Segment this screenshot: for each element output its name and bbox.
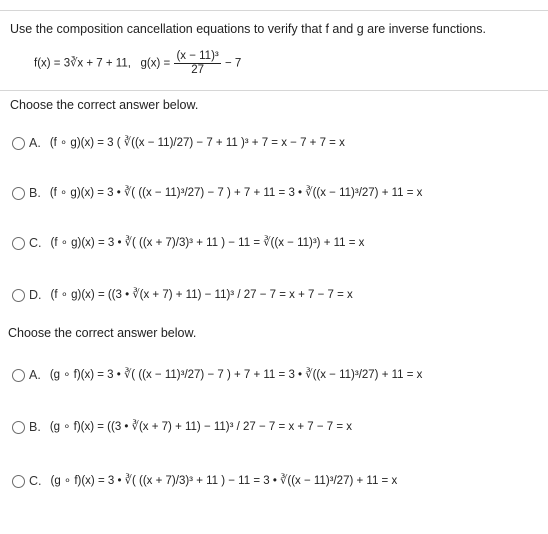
- option-d-letter: D.: [29, 288, 42, 302]
- option-a-letter: A.: [29, 136, 41, 150]
- f-of-g-option-d[interactable]: [12, 288, 353, 302]
- g-fraction: [174, 50, 220, 77]
- option-b-letter: B.: [29, 420, 41, 434]
- g-numerator: (x − 11)³: [176, 50, 219, 62]
- section2-prompt: Choose the correct answer below.: [8, 326, 197, 340]
- option-a-radio[interactable]: [12, 137, 25, 150]
- section-divider: [0, 90, 548, 91]
- option-c-radio[interactable]: [12, 237, 25, 250]
- given-functions: [34, 50, 241, 77]
- option-c-letter: C.: [29, 236, 42, 250]
- option-a-radio[interactable]: [12, 369, 25, 382]
- f-of-g-option-a[interactable]: [12, 136, 345, 150]
- f-definition: f(x) = 3∛x + 7 + 11,: [34, 57, 131, 70]
- option-c-expression: (g ∘ f)(x) = 3 • ∛( ((x + 7)/3)³ + 11 ) − 11 = 3 • ∛((x − 11)³/27) + 11 = x: [50, 475, 398, 487]
- f-of-g-option-c[interactable]: [12, 236, 364, 250]
- top-divider: [0, 10, 548, 11]
- option-a-expression: (g ∘ f)(x) = 3 • ∛( ((x − 11)³/27) − 7 ) + 7 + 11 = 3 • ∛((x − 11)³/27) + 11 = x: [49, 369, 423, 381]
- g-denominator: 27: [191, 64, 204, 76]
- g-of-f-option-b[interactable]: [12, 420, 352, 434]
- option-c-radio[interactable]: [12, 475, 25, 488]
- option-a-letter: A.: [29, 368, 41, 382]
- option-b-expression: (g ∘ f)(x) = ((3 • ∛(x + 7) + 11) − 11)³ / 27 − 7 = x + 7 − 7 = x: [49, 421, 353, 433]
- f-of-g-option-b[interactable]: [12, 186, 422, 200]
- option-b-letter: B.: [29, 186, 41, 200]
- g-of-f-option-a[interactable]: [12, 368, 422, 382]
- option-a-expression: (f ∘ g)(x) = 3 ( ∛((x − 11)/27) − 7 + 11 )³ + 7 = x − 7 + 7 = x: [49, 137, 345, 149]
- option-d-radio[interactable]: [12, 289, 25, 302]
- option-b-radio[interactable]: [12, 187, 25, 200]
- option-b-expression: (f ∘ g)(x) = 3 • ∛( ((x − 11)³/27) − 7 ) + 7 + 11 = 3 • ∛((x − 11)³/27) + 11 = x: [49, 187, 423, 199]
- g-lhs: g(x) =: [140, 57, 171, 70]
- option-d-expression: (f ∘ g)(x) = ((3 • ∛(x + 7) + 11) − 11)³ / 27 − 7 = x + 7 − 7 = x: [50, 289, 353, 301]
- g-tail: − 7: [224, 57, 242, 70]
- option-b-radio[interactable]: [12, 421, 25, 434]
- option-c-letter: C.: [29, 474, 42, 488]
- g-of-f-option-c[interactable]: [12, 474, 397, 488]
- section1-prompt: Choose the correct answer below.: [10, 98, 199, 112]
- option-c-expression: (f ∘ g)(x) = 3 • ∛( ((x + 7)/3)³ + 11 ) − 11 = ∛((x − 11)³) + 11 = x: [50, 237, 365, 249]
- instruction-text: Use the composition cancellation equations to verify that f and g are inverse functions.: [10, 22, 486, 36]
